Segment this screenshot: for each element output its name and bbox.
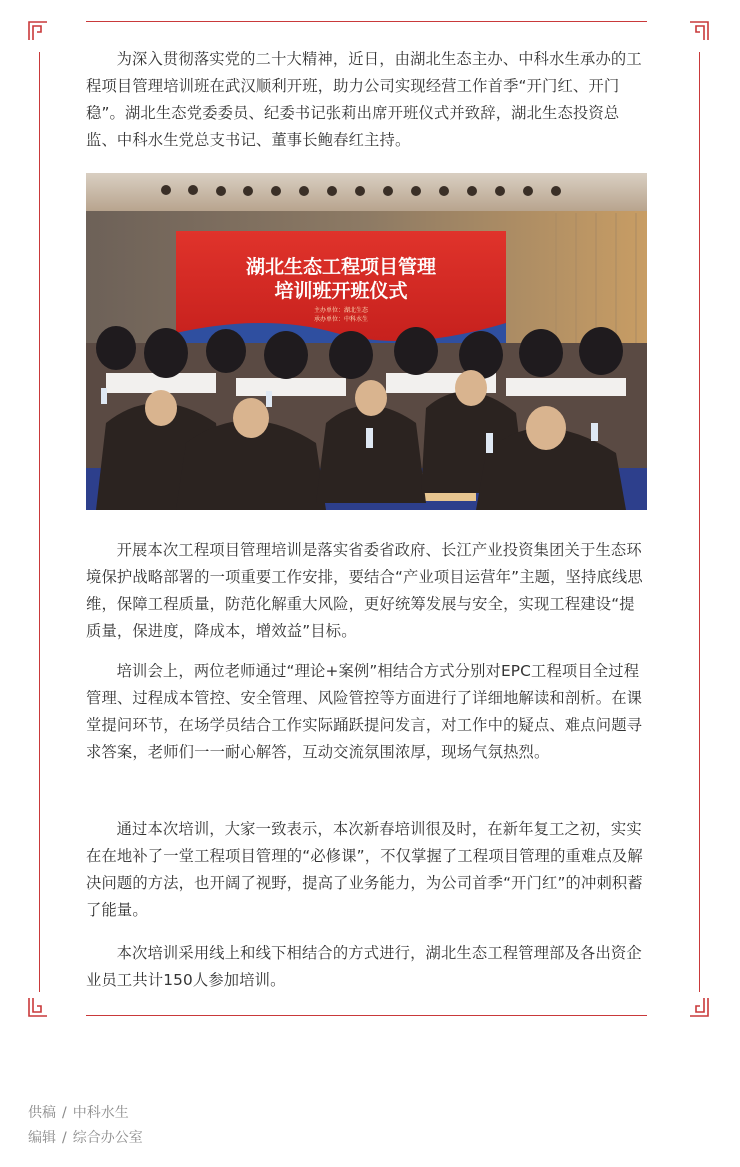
corner-ornament-top-left-icon — [27, 20, 49, 42]
corner-ornament-top-right-icon — [688, 20, 710, 42]
banner-title-line1: 湖北生态工程项目管理 — [245, 256, 437, 278]
frame-top-line — [86, 21, 647, 22]
article-paragraph-4: 通过本次培训，大家一致表示，本次新春培训很及时，在新年复工之初，实实在在地补了一堂工程项目管理的“必修课”，不仅掌握了工程项目管理的重难点及解决问题的方法，也开阔了视野，提高了业务能力，为公司首季“开门红”的冲刺积蓄了能量。 — [86, 820, 643, 919]
credit-contribution-value: 中科水生 — [72, 1105, 129, 1121]
credit-contribution-label: 供稿 — [28, 1105, 56, 1121]
banner-title-line2: 培训班开班仪式 — [274, 280, 408, 302]
credit-separator: / — [62, 1130, 67, 1146]
credit-editor-value: 综合办公室 — [72, 1130, 143, 1146]
article-paragraph-5: 本次培训采用线上和线下相结合的方式进行，湖北生态工程管理部及各出资企业员工共计150人参加培训。 — [86, 944, 642, 989]
training-ceremony-photo — [86, 173, 647, 510]
corner-ornament-bottom-left-icon — [27, 996, 49, 1018]
credit-contribution — [28, 1103, 129, 1123]
frame-bottom-line — [86, 1015, 647, 1016]
credit-editor-label: 编辑 — [28, 1130, 56, 1146]
banner-organizer: 主办单位：湖北生态 — [313, 307, 369, 314]
credit-editor — [28, 1128, 143, 1148]
banner-co-organizer: 承办单位：中科水生 — [313, 316, 369, 323]
corner-ornament-bottom-right-icon — [688, 996, 710, 1018]
credit-separator: / — [62, 1105, 67, 1121]
article-paragraph-3: 培训会上，两位老师通过“理论+案例”相结合方式分别对EPC工程项目全过程管理、过程成本管控、安全管理、风险管控等方面进行了详细地解读和剖析。在课堂提问环节，在场学员结合工作实际踊跃提问发言，对工作中的疑点、难点问题寻求答案，老师们一一耐心解答，互动交流氛围浓厚，现场气氛热烈。 — [86, 662, 643, 761]
article-paragraph-2: 开展本次工程项目管理培训是落实省委省政府、长江产业投资集团关于生态环境保护战略部署的一项重要工作安排，要结合“产业项目运营年”主题，坚持底线思维，保障工程质量，防范化解重大风险，更好统筹发展与安全，实现工程建设“提质量，保进度，降成本，增效益”目标。 — [86, 541, 643, 640]
frame-right-line — [699, 52, 700, 992]
frame-left-line — [39, 52, 40, 992]
article-paragraph-1: 为深入贯彻落实党的二十大精神，近日，由湖北生态主办、中科水生承办的工程项目管理培训班在武汉顺利开班，助力公司实现经营工作首季“开门红、开门稳”。湖北生态党委委员、纪委书记张莉出席开班仪式并致辞，湖北生态投资总监、中科水生党总支书记、董事长鲍春红主持。 — [86, 50, 642, 149]
